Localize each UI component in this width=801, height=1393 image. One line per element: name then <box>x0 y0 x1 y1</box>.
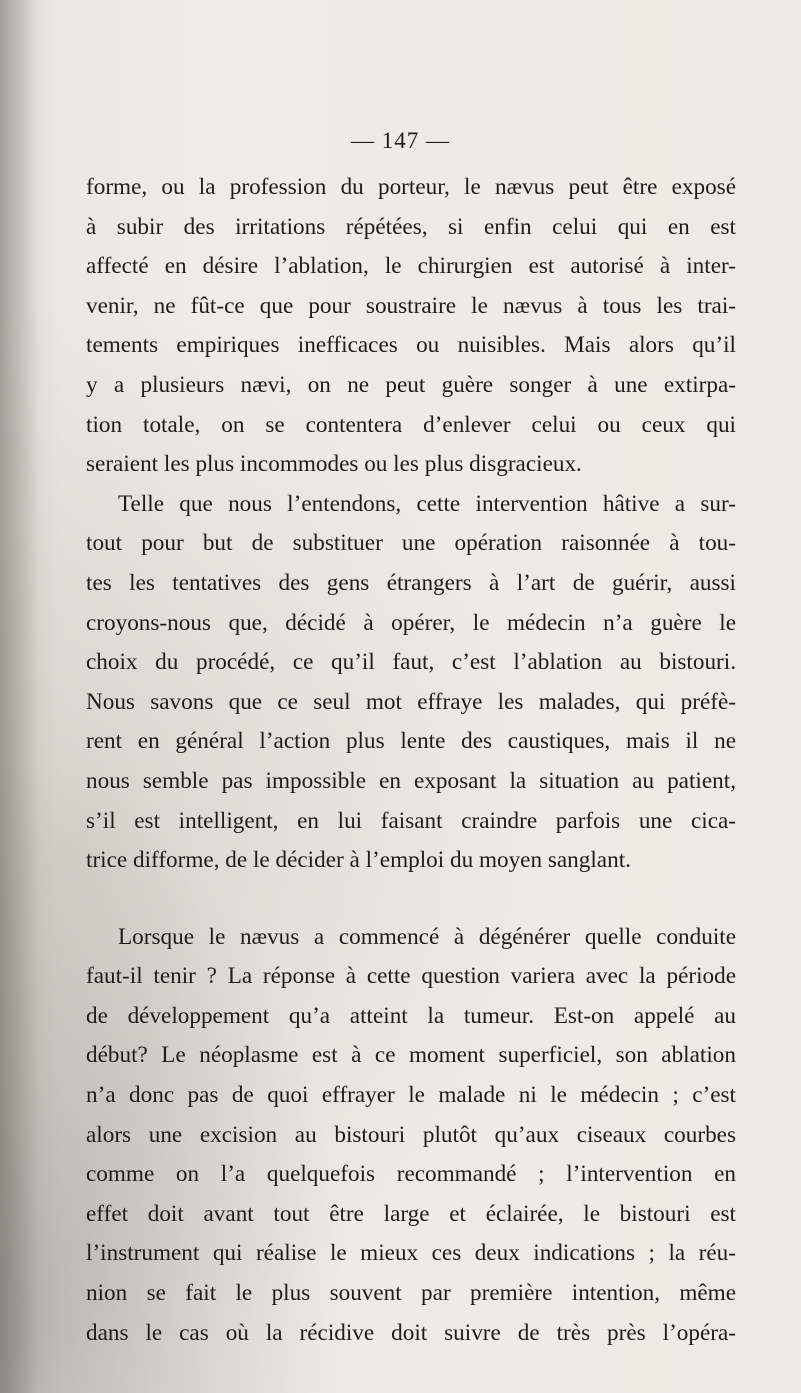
text-line: tion totale, on se contentera d’enlever celui ou ceux qui <box>86 411 736 438</box>
text-line: Lorsque le nævus a commencé à dégénérer quelle conduite <box>118 923 736 950</box>
text-line: alors une excision au bistouri plutôt qu’aux ciseaux courbes <box>86 1121 736 1148</box>
text-line: Telle que nous l’entendons, cette intervention hâtive a sur- <box>118 490 736 517</box>
text-line: affecté en désire l’ablation, le chirurgien est autorisé à inter- <box>86 253 736 280</box>
page-number: — 147 — <box>351 128 450 153</box>
text-line: tes les tentatives des gens étrangers à l’art de guérir, aussi <box>86 569 736 596</box>
paragraph-3 <box>86 918 736 1354</box>
text-line: Nous savons que ce seul mot effraye les malades, qui préfè- <box>86 688 736 715</box>
text-line: choix du procédé, ce qu’il faut, c’est l’ablation au bistouri. <box>86 649 736 676</box>
text-line: début? Le néoplasme est à ce moment superficiel, son ablation <box>86 1042 736 1069</box>
text-line: à subir des irritations répétées, si enfin celui qui en est <box>86 213 736 240</box>
text-line: dans le cas où la récidive doit suivre de très près l’opéra- <box>86 1319 736 1346</box>
text-line: effet doit avant tout être large et éclairée, le bistouri est <box>86 1200 736 1227</box>
text-line: venir, ne fût-ce que pour soustraire le nævus à tous les trai- <box>86 292 736 319</box>
text-line: l’instrument qui réalise le mieux ces deux indications ; la réu- <box>86 1240 736 1267</box>
text-line: nous semble pas impossible en exposant la situation au patient, <box>86 767 736 794</box>
text-line: s’il est intelligent, en lui faisant craindre parfois une cica- <box>86 807 736 834</box>
text-line: y a plusieurs nævi, on ne peut guère songer à une extirpa- <box>86 371 736 398</box>
text-line: trice difforme, de le décider à l’emploi du moyen sanglant. <box>86 847 631 874</box>
text-line: croyons-nous que, décidé à opérer, le médecin n’a guère le <box>86 609 736 636</box>
text-line: n’a donc pas de quoi effrayer le malade ni le médecin ; c’est <box>86 1082 736 1109</box>
body-text <box>86 168 736 1353</box>
text-line: faut-il tenir ? La réponse à cette question variera avec la période <box>86 963 736 990</box>
text-line: forme, ou la profession du porteur, le nævus peut être exposé <box>86 174 736 200</box>
text-line: rent en général l’action plus lente des caustiques, mais il ne <box>86 728 736 755</box>
text-line: tements empiriques inefficaces ou nuisibles. Mais alors qu’il <box>86 332 736 359</box>
text-line: comme on l’a quelquefois recommandé ; l’intervention en <box>86 1161 736 1188</box>
page-edge-shadow <box>0 0 40 1393</box>
text-line: nion se fait le plus souvent par première intention, même <box>86 1280 736 1307</box>
paragraph-1 <box>86 168 736 485</box>
text-line: tout pour but de substituer une opération raisonnée à tou- <box>86 530 736 557</box>
paragraph-2 <box>86 485 736 881</box>
text-line: de développement qu’a atteint la tumeur. Est-on appelé au <box>86 1002 736 1029</box>
paragraph-spacing <box>86 881 736 918</box>
text-line: seraient les plus incommodes ou les plus disgracieux. <box>86 451 582 478</box>
